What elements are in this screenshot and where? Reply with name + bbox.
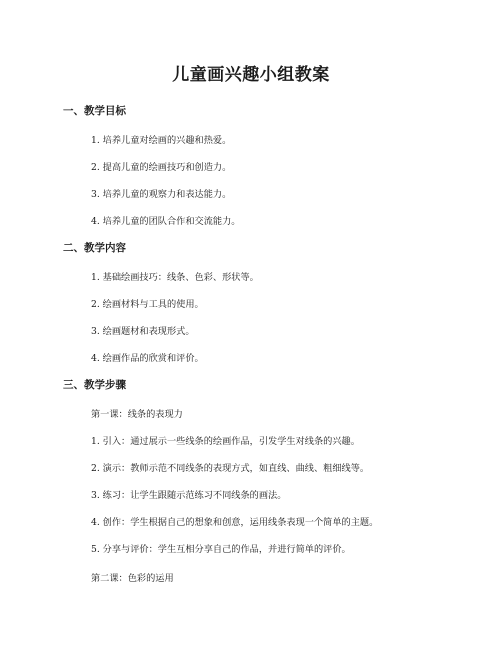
list-item: 1. 培养儿童对绘画的兴趣和热爱。 <box>91 135 232 146</box>
lesson-title: 第二课：色彩的运用 <box>91 573 174 584</box>
list-item: 1. 引入：通过展示一些线条的绘画作品，引发学生对线条的兴趣。 <box>91 436 360 447</box>
list-item: 2. 绘画材料与工具的使用。 <box>91 299 204 310</box>
list-item: 2. 提高儿童的绘画技巧和创造力。 <box>91 162 232 173</box>
list-item: 3. 绘画题材和表现形式。 <box>91 326 195 337</box>
list-item: 4. 绘画作品的欣赏和评价。 <box>91 353 204 364</box>
list-item: 1. 基础绘画技巧：线条、色彩、形状等。 <box>91 272 259 283</box>
list-item: 3. 培养儿童的观察力和表达能力。 <box>91 189 232 200</box>
list-item: 2. 演示：教师示范不同线条的表现方式，如直线、曲线、粗细线等。 <box>91 463 370 474</box>
list-item: 3. 练习：让学生跟随示范练习不同线条的画法。 <box>91 490 287 501</box>
section-heading-objectives: 一、教学目标 <box>63 105 126 117</box>
lesson-title: 第一课：线条的表现力 <box>91 409 183 420</box>
list-item: 4. 培养儿童的团队合作和交流能力。 <box>91 216 241 227</box>
document-title: 儿童画兴趣小组教案 <box>172 65 330 85</box>
list-item: 5. 分享与评价：学生互相分享自己的作品，并进行简单的评价。 <box>91 544 351 555</box>
section-heading-content: 二、教学内容 <box>63 242 126 254</box>
section-heading-steps: 三、教学步骤 <box>63 379 126 391</box>
list-item: 4. 创作：学生根据自己的想象和创意，运用线条表现一个简单的主题。 <box>91 517 379 528</box>
